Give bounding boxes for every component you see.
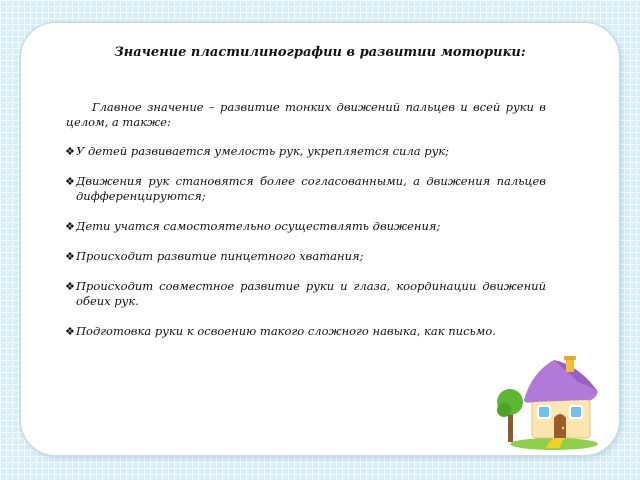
list-item: ❖ Происходит совместное развитие руки и глаза, координации движений обеих рук. [65,279,546,308]
house-icon [494,352,614,452]
slide-title: Значение пластилинографии в развитии моторики: [114,45,526,60]
list-item: ❖ Дети учатся самостоятельно осуществлять движения; [65,219,441,233]
diamond-bullet-icon: ❖ [65,280,75,293]
diamond-bullet-icon: ❖ [65,220,75,233]
diamond-bullet-icon: ❖ [65,325,75,338]
list-item: ❖ Движения рук становятся более согласованными, а движения пальцев дифференцируются; [65,174,546,203]
intro-text: Главное значение – развитие тонких движений пальцев и всей руки в целом, а также: [66,100,546,129]
bullet-list [66,144,546,339]
diamond-bullet-icon: ❖ [65,175,75,188]
list-item: ❖ Происходит развитие пинцетного хватания; [65,249,364,263]
diamond-bullet-icon: ❖ [65,250,75,263]
diamond-bullet-icon: ❖ [65,145,75,158]
slide-content [66,100,546,354]
list-item: ❖ У детей развивается умелость рук, укрепляется сила рук; [65,144,450,158]
list-item: ❖ Подготовка руки к освоению такого сложного навыка, как письмо. [65,324,496,338]
